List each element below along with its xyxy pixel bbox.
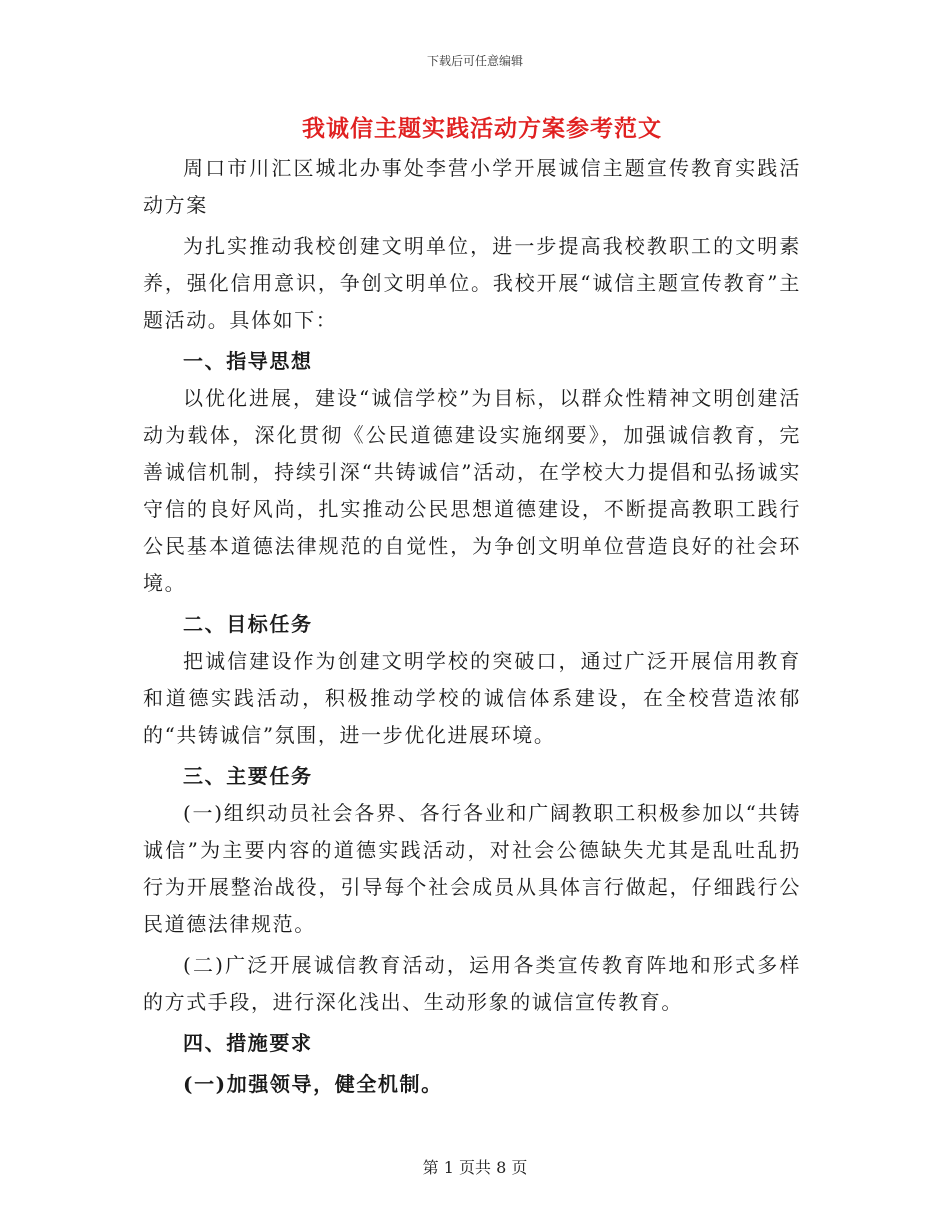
paragraph-intro-subtitle: 周口市川汇区城北办事处李营小学开展诚信主题宣传教育实践活动方案 [143, 156, 801, 217]
paragraph-goals: 把诚信建设作为创建文明学校的突破口，通过广泛开展信用教育和道德实践活动，积极推动学校的诚信体系建设，在全校营造浓郁的“共铸诚信”氛围，进一步优化进展环境。 [143, 649, 801, 747]
section-heading-goals: 二、目标任务 [183, 612, 313, 636]
document-title: 我诚信主题实践活动方案参考范文 [302, 115, 662, 142]
section-heading-guiding-thought: 一、指导思想 [183, 349, 313, 373]
section-heading-main-tasks: 三、主要任务 [183, 764, 313, 788]
document-body [143, 108, 801, 1103]
paragraph-intro: 为扎实推动我校创建文明单位，进一步提高我校教职工的文明素养，强化信用意识，争创文明单位。我校开展“诚信主题宣传教育”主题活动。具体如下： [143, 234, 801, 332]
section-heading-measures: 四、措施要求 [183, 1031, 313, 1055]
page-header-note: 下载后可任意编辑 [426, 54, 523, 68]
paragraph-main-task-2: (二)广泛开展诚信教育活动，运用各类宣传教育阵地和形式多样的方式手段，进行深化浅出、生动形象的诚信宣传教育。 [143, 953, 801, 1014]
subheading-strengthen-leadership: (一)加强领导，健全机制。 [183, 1072, 443, 1096]
page-number: 第 1 页共 8 页 [422, 1158, 528, 1177]
paragraph-guiding-thought: 以优化进展，建设“诚信学校”为目标，以群众性精神文明创建活动为载体，深化贯彻《公民道德建设实施纲要》，加强诚信教育，完善诚信机制，持续引深“共铸诚信”活动，在学校大力提倡和弘扬诚实守信的良好风尚，扎实推动公民思想道德建设，不断提高教职工践行公民基本道德法律规范的自觉性，为争创文明单位营造良好的社会环境。 [143, 386, 801, 595]
paragraph-main-task-1: (一)组织动员社会各界、各行各业和广阔教职工积极参加以“共铸诚信”为主要内容的道德实践活动，对社会公德缺失尤其是乱吐乱扔行为开展整治战役，引导每个社会成员从具体言行做起，仔细践行公民道德法律规范。 [143, 801, 801, 936]
